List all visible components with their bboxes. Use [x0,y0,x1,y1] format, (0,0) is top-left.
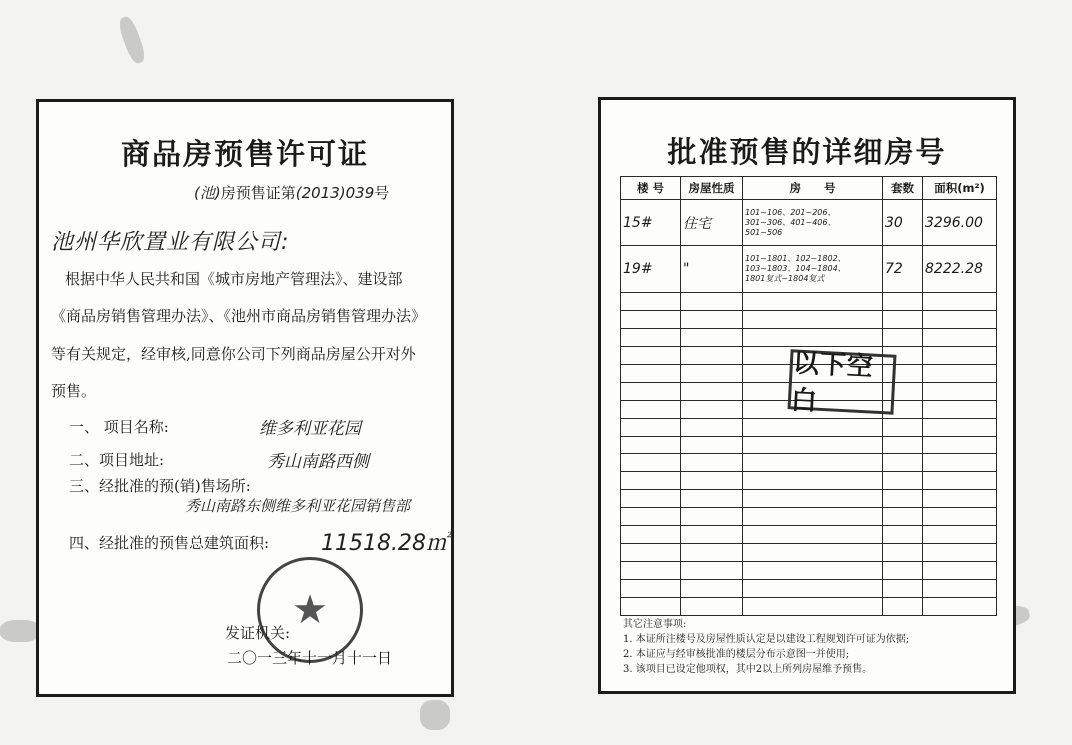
notes-section [623,617,909,677]
item2-value: 秀山南路西侧 [267,452,369,472]
header-area: 面积(m²) [923,177,997,200]
table-row [621,246,997,293]
body-line-4: 预售。 [51,382,97,400]
empty-row [621,472,997,490]
cert-prefix: (池) [194,184,221,202]
detailed-room-list-document [598,97,1016,694]
rooms-cell [743,246,883,293]
notes-title: 其它注意事项: [623,619,687,630]
room-line: 101~1801、102~1802、 [745,254,846,264]
room-line: 501~506 [745,227,783,237]
room-line: 101~106、201~206、 [745,207,836,217]
count-cell: 72 [883,246,923,293]
table-header-row [621,177,997,200]
item2-label: 二、项目地址: [69,451,165,469]
empty-row [621,454,997,472]
count-cell: 30 [883,199,923,246]
room-line: 103~1803、104~1804、 [745,264,846,274]
note-2: 2. 本证应与经审核批准的楼层分布示意图一并使用; [623,649,850,660]
empty-row [621,310,997,328]
empty-row [621,436,997,454]
item1-label: 一、 项目名称: [69,418,169,436]
issuer-label: 发证机关: [225,624,291,642]
blank-below-stamp: 以下空白 [788,349,897,414]
cert-number: (2013)039 [295,184,375,202]
empty-row [621,293,997,311]
cert-suffix: 号 [374,184,390,202]
note-1: 1. 本证所注楼号及房屋性质认定是以建设工程规划许可证为依据; [623,634,910,645]
header-type: 房屋性质 [681,177,743,200]
body-line-3: 等有关规定，经审核,同意你公司下列商品房屋公开对外 [51,345,416,363]
item1-value: 维多利亚花园 [259,419,361,439]
body-line-1: 根据中华人民共和国《城市房地产管理法》、建设部 [65,270,403,288]
empty-row [621,526,997,544]
company-name: 池州华欣置业有限公司: [51,230,290,255]
room-line: 1801复式~1804复式 [745,274,825,284]
rooms-cell [743,199,883,246]
background-speck [116,15,147,66]
header-count: 套数 [883,177,923,200]
item3-label: 三、经批准的预(销)售场所: [69,477,251,495]
building-cell: 15# [621,199,681,246]
background-speck [420,700,450,730]
empty-row [621,418,997,436]
certificate-number-line [194,182,389,203]
item4-value: 11518.28㎡ [321,531,448,556]
empty-row [621,597,997,615]
item4-label: 四、经批准的预售总建筑面积: [69,534,270,552]
type-cell: 住宅 [681,199,743,246]
empty-row [621,508,997,526]
building-cell: 19# [621,246,681,293]
empty-row [621,562,997,580]
cert-mid: 房预售证第 [220,184,296,202]
area-cell: 8222.28 [923,246,997,293]
type-cell: " [681,246,743,293]
presale-permit-document [36,99,454,697]
room-list-title: 批准预售的详细房号 [667,135,947,169]
background-speck [0,620,40,642]
body-line-2: 《商品房销售管理办法》、《池州市商品房销售管理办法》 [51,307,427,325]
permit-title: 商品房预售许可证 [120,137,369,171]
issue-date: 二〇一三年十一月十一日 [227,649,393,667]
table-row [621,199,997,246]
room-line: 301~306、401~406、 [745,217,836,227]
empty-row [621,544,997,562]
header-rooms: 房 号 [743,177,883,200]
header-building: 楼 号 [621,177,681,200]
empty-row [621,490,997,508]
area-cell: 3296.00 [923,199,997,246]
empty-row [621,580,997,598]
item3-value: 秀山南路东侧维多利亚花园销售部 [185,497,411,515]
star-icon: ★ [292,587,328,633]
note-3: 3. 该项目已设定他项权，其中2以上所列房屋维予预售。 [623,664,873,675]
